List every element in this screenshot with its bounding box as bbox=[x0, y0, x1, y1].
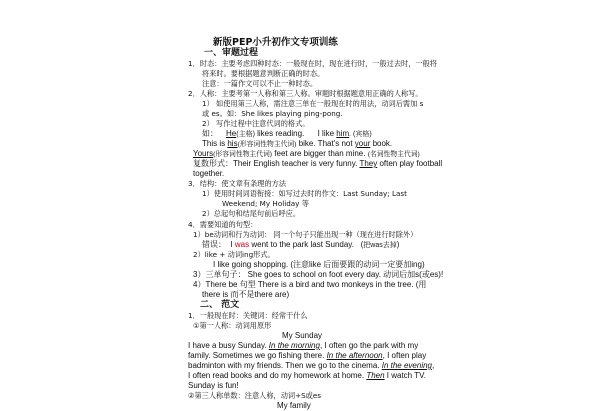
plural-example bbox=[193, 159, 442, 169]
pronoun-his-note: (形容词性物主代词) bbox=[237, 141, 297, 148]
essay-line-3-c: , bbox=[432, 361, 435, 370]
essay-line-3 bbox=[188, 361, 434, 371]
essay-line-4-a: I often read books and do my homework at home. bbox=[188, 371, 367, 380]
pronoun-your: your bbox=[354, 139, 371, 148]
essay-line-2 bbox=[188, 351, 426, 361]
example-2-end: book. bbox=[370, 139, 393, 148]
pronoun-yours: Yours bbox=[193, 149, 214, 158]
pronoun-him-note: . (宾格) bbox=[349, 131, 372, 138]
first-person-label: ①第一人称：动词用原形 bbox=[193, 321, 272, 330]
structure-label: 3．结构：使文章有条理的方法 bbox=[188, 179, 287, 188]
wrong-word-was: was bbox=[234, 240, 250, 249]
patterns-item4-cont: there is 而不是there are) bbox=[202, 290, 290, 299]
plural-example-end: often play football bbox=[377, 159, 443, 168]
time-phrase-afternoon: In the afternoon bbox=[326, 351, 383, 360]
present-simple-label: 1．一般现在时：关键词：经常干什么 bbox=[188, 311, 308, 320]
essay-title-my-family: My family bbox=[277, 401, 311, 410]
wrong-example-note: 把was去掉 bbox=[363, 242, 397, 249]
wrong-example-rest: went to the park last Sunday. ( bbox=[249, 240, 364, 249]
patterns-item3: 3）三单句子： She goes to school on foot every day. 动词后加s(或es)! bbox=[193, 270, 444, 279]
essay-title-my-sunday: My Sunday bbox=[282, 331, 323, 340]
example-1-middle: likes reading. I like bbox=[254, 129, 337, 138]
time-word-then: Then bbox=[366, 371, 385, 380]
plural-example-cont: together. bbox=[193, 169, 225, 178]
wrong-example-close: ) bbox=[396, 240, 400, 249]
pronoun-yours-note: (形容词性物主代词) bbox=[213, 151, 273, 158]
example-2-start: This is bbox=[202, 139, 228, 148]
person-item1: 1） 如使用第三人称，需注意三单在一般现在时的用法，动词后需加 s bbox=[202, 99, 424, 108]
structure-item2: 2）总起句和结尾句前后呼应。 bbox=[202, 209, 301, 218]
pronoun-him: him bbox=[336, 129, 350, 138]
pronoun-they: They bbox=[359, 159, 378, 168]
document-title: 新版PEP小升初作文专项训练 bbox=[213, 37, 338, 48]
like-ing-example: I like going shopping. (注意like 后面要跟的动词一定要加ing) bbox=[213, 260, 425, 269]
essay-line-3-a: badminton with my friends. Then we go to the cinema. bbox=[188, 361, 382, 370]
third-person-label: ②第三人称单数：注意人称，动词+S或es bbox=[188, 391, 322, 400]
pronoun-example-3 bbox=[193, 149, 420, 159]
person-label: 2．人称：主要考第一人称和第三人称。审题时根据题意用正确的人称写。 bbox=[188, 89, 423, 98]
patterns-item4: 4）There be 句型 There is a bird and two monkeys in the tree. (用 bbox=[193, 280, 427, 289]
pronoun-his: his bbox=[227, 139, 238, 148]
essay-line-2-c: , I often play bbox=[382, 351, 427, 360]
person-item1-cont: 或 es。如：She likes playing ping-pong. bbox=[202, 109, 343, 118]
essay-line-1-c: , I often go the park with my bbox=[319, 341, 419, 350]
pronoun-example-2 bbox=[202, 139, 392, 149]
patterns-item1: 1）be动词和行为动词： 同一个句子只能出现一种（现在进行时除外） bbox=[193, 230, 418, 239]
section-heading-model-essays: 二、 范文 bbox=[200, 300, 240, 310]
plural-example-start: 复数形式：Their English teacher is very funny. bbox=[193, 159, 360, 168]
essay-line-4-c: I watch TV. bbox=[384, 371, 426, 380]
essay-line-1 bbox=[188, 341, 418, 351]
wrong-example bbox=[202, 240, 399, 250]
structure-item1: 1）使用时间词语衔接：如写过去时的作文：Last Sunday; Last bbox=[202, 189, 407, 198]
tense-label: 1．时态：主要考虑四种时态：一般现在时，现在进行时，一般过去时，一般将 bbox=[188, 59, 437, 68]
essay-line-5: Sunday is fun! bbox=[188, 381, 239, 390]
example-prefix: 如： bbox=[202, 129, 218, 138]
time-phrase-morning: In the morning bbox=[268, 341, 320, 350]
tense-line2: 将来时。要根据题意判断正确的时态。 bbox=[202, 69, 325, 78]
wrong-label: 错误： I bbox=[202, 240, 235, 249]
essay-line-2-a: family. Sometimes we go fishing there. bbox=[188, 351, 327, 360]
essay-line-4 bbox=[188, 371, 426, 381]
pronoun-he-note: (主格) bbox=[236, 131, 255, 138]
time-phrase-evening: In the evening bbox=[381, 361, 432, 370]
section-heading-review: 一、审题过程 bbox=[204, 48, 259, 58]
person-item2: 2） 写作过程中注意代词的格式。 bbox=[202, 119, 310, 128]
structure-item1-cont: Weekend; My Holiday 等 bbox=[222, 199, 309, 208]
tense-note: 注意：一篇作文可以不止一种时态。 bbox=[202, 79, 318, 88]
example-3-note: (名词性物主代词) bbox=[367, 151, 420, 158]
essay-line-1-a: I have a busy Sunday. bbox=[188, 341, 269, 350]
patterns-label: 4．需要知道的句型： bbox=[188, 220, 258, 229]
example-3-middle: feet are bigger than mine. bbox=[272, 149, 368, 158]
example-2-middle: bike. That's not bbox=[296, 139, 355, 148]
pronoun-he: He bbox=[226, 129, 237, 138]
patterns-item2: 2）like + 动词ing形式。 bbox=[193, 250, 275, 259]
pronoun-example-1 bbox=[202, 129, 372, 139]
